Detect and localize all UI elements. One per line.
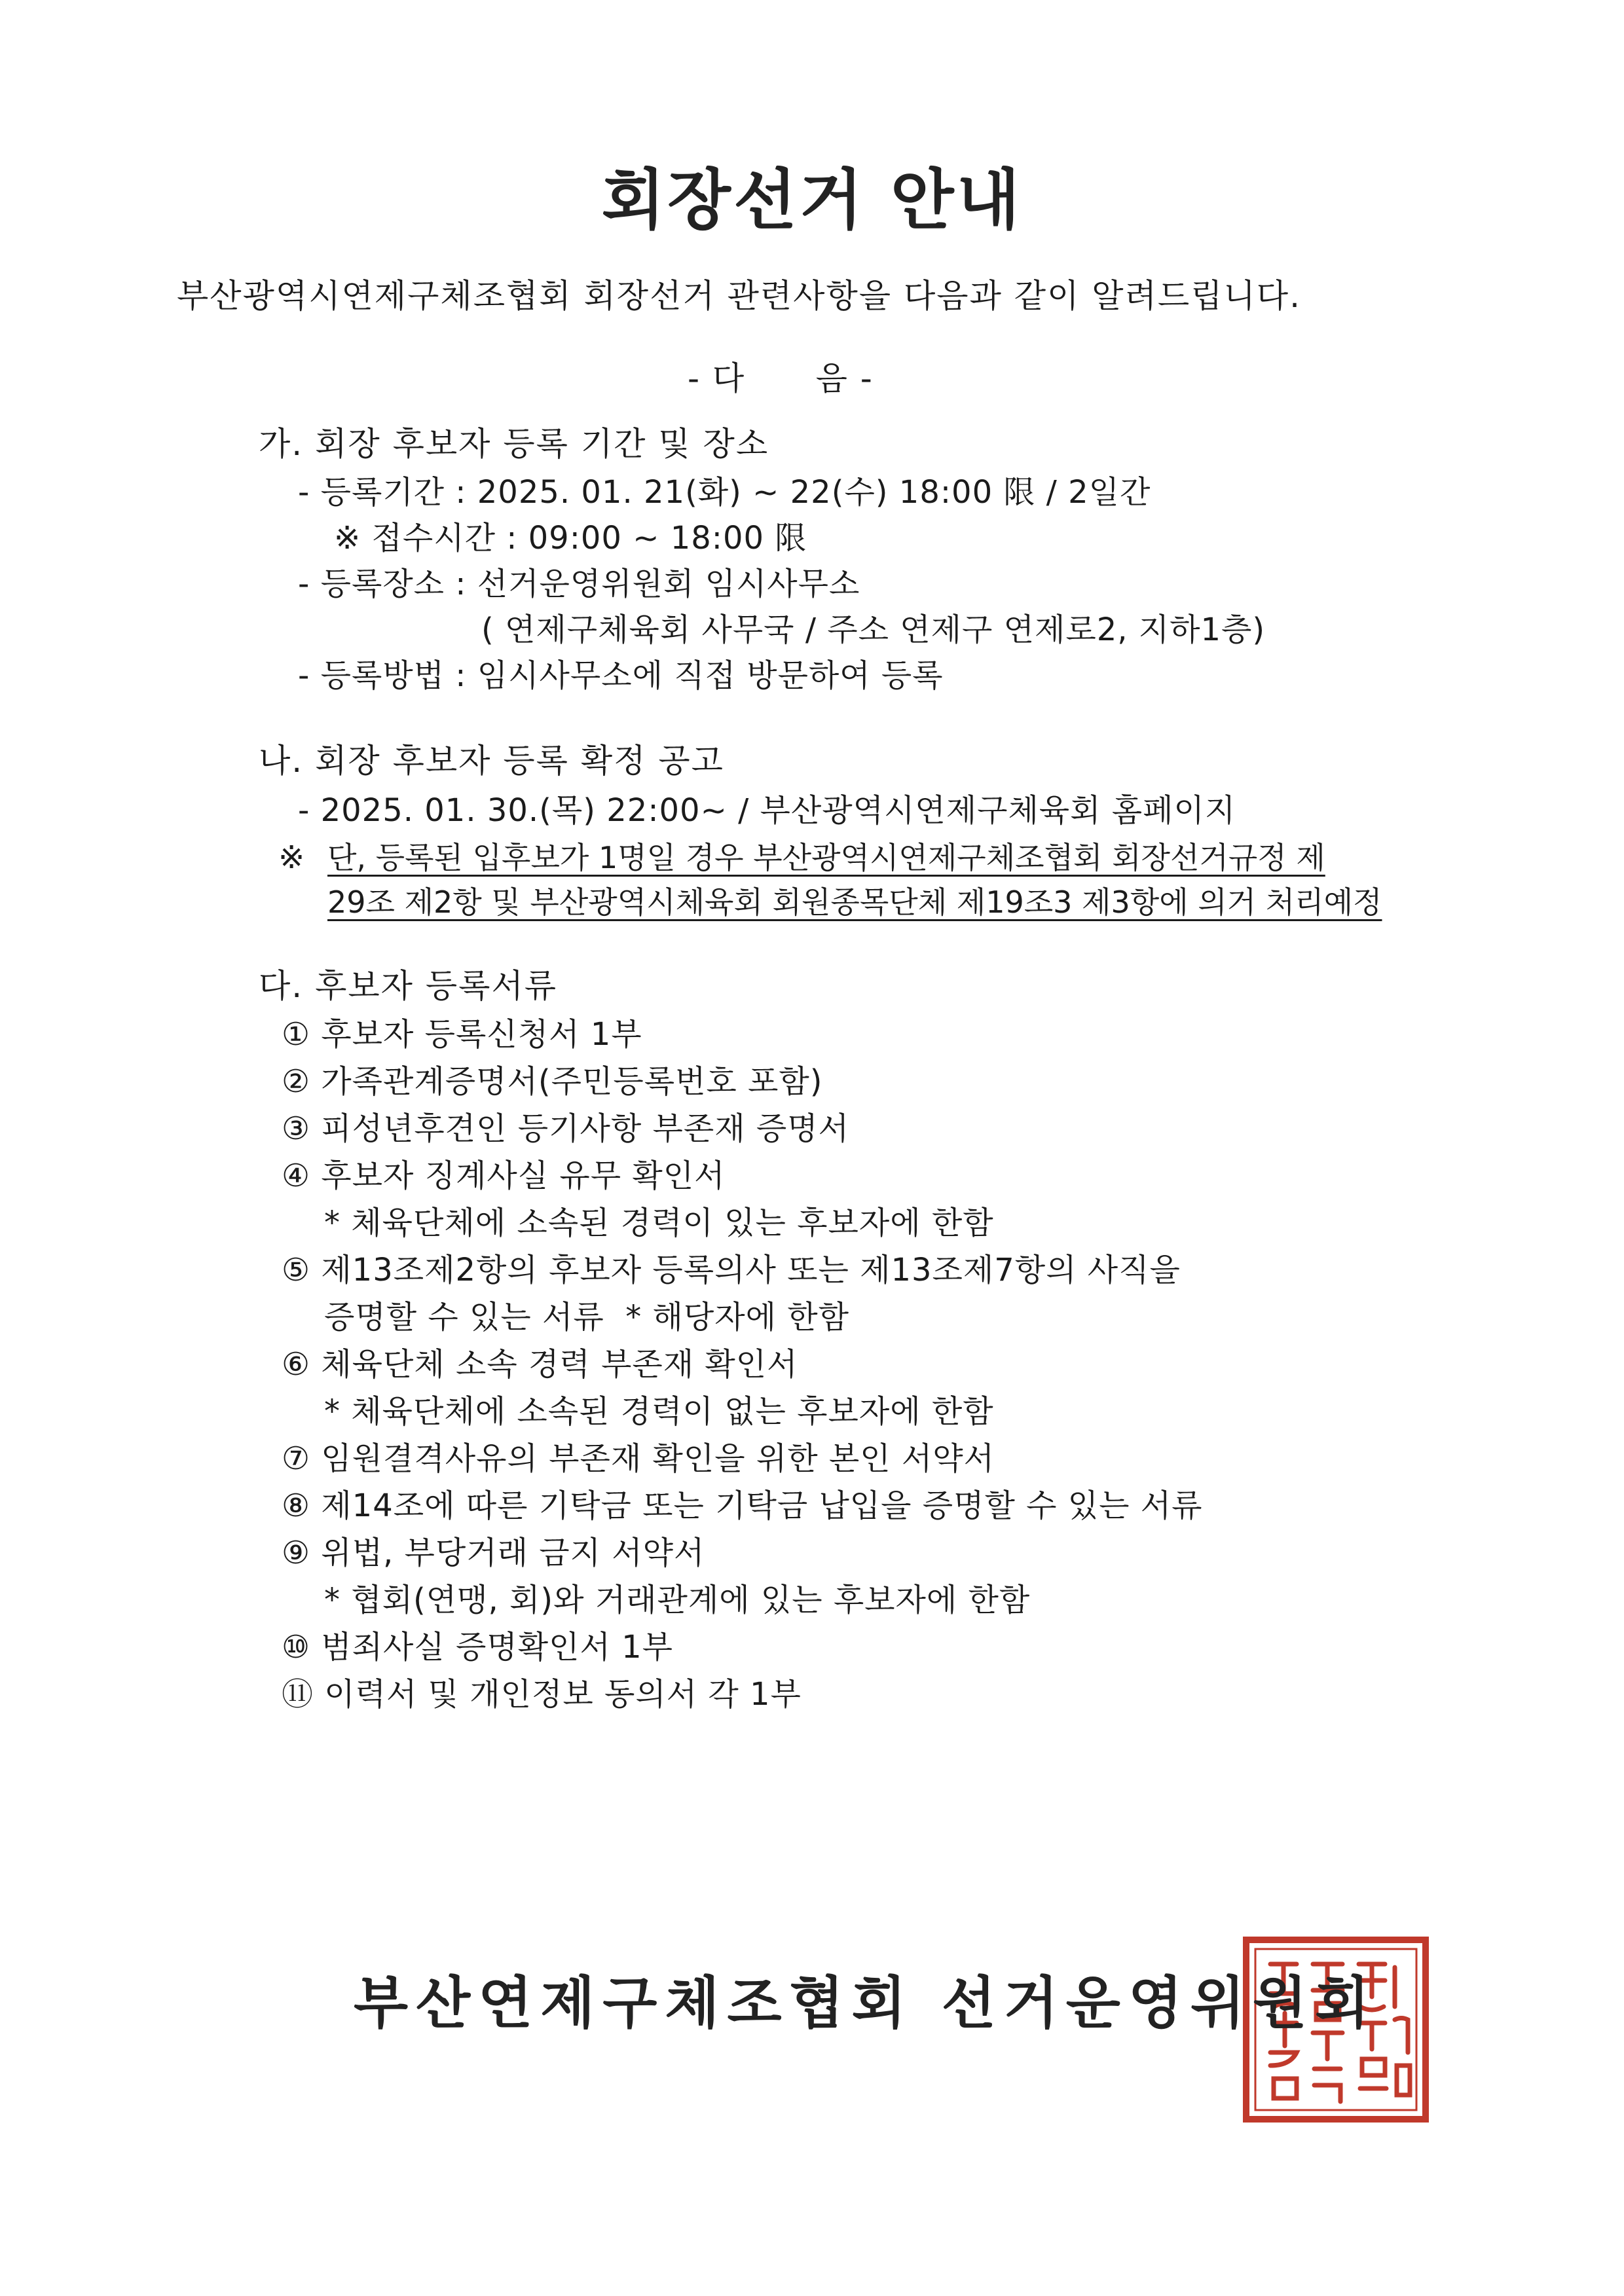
- issuer-signature: 부산연제구체조협회 선거운영위원회: [354, 1970, 1378, 2036]
- document-item: ⑤ 제13조제2항의 후보자 등록의사 또는 제13조제7항의 사직을: [282, 1252, 1181, 1288]
- note-line-1: 단, 등록된 입후보가 1명일 경우 부산광역시연제구체조협회 회장선거규정 제: [327, 840, 1325, 875]
- section-ga-heading: 가. 회장 후보자 등록 기간 및 장소: [259, 425, 769, 463]
- document-item: ⑨ 위법, 부당거래 금지 서약서: [282, 1535, 705, 1571]
- document-item: ⑩ 범죄사실 증명확인서 1부: [282, 1629, 674, 1666]
- announcement-date: - 2025. 01. 30.(목) 22:00~ / 부산광역시연제구체육회 홈페이지: [298, 792, 1236, 829]
- document-item: ④ 후보자 징계사실 유무 확인서: [282, 1157, 726, 1194]
- note-mark: ※: [278, 839, 306, 876]
- registration-period: - 등록기간 : 2025. 01. 21(화) ~ 22(수) 18:00 限 / 2일간: [298, 474, 1151, 511]
- registration-method: - 등록방법 : 임시사무소에 직접 방문하여 등록: [298, 657, 944, 694]
- document-item-note: * 체육단체에 소속된 경력이 있는 후보자에 한함: [282, 1205, 994, 1241]
- document-title: 회장선거 안내: [601, 162, 1023, 238]
- document-item: ② 가족관계증명서(주민등록번호 포함): [282, 1063, 823, 1100]
- intro-text: 부산광역시연제구체조협회 회장선거 관련사항을 다음과 같이 알려드립니다.: [177, 277, 1301, 315]
- registration-address: ( 연제구체육회 사무국 / 주소 연제구 연제로2, 지하1층): [481, 611, 1266, 648]
- document-item: ⑪ 이력서 및 개인정보 동의서 각 1부: [282, 1676, 802, 1713]
- registration-place: - 등록장소 : 선거운영위원회 임시사무소: [298, 566, 860, 602]
- notice-marker: - 다 음 -: [688, 359, 874, 397]
- document-item: ① 후보자 등록신청서 1부: [282, 1016, 642, 1053]
- reception-hours: ※ 접수시간 : 09:00 ~ 18:00 限: [334, 520, 807, 556]
- document-item-note: * 협회(연맹, 회)와 거래관계에 있는 후보자에 한함: [282, 1582, 1031, 1618]
- document-item: ⑥ 체육단체 소속 경력 부존재 확인서: [282, 1346, 798, 1383]
- document-item: ⑧ 제14조에 따른 기탁금 또는 기탁금 납입을 증명할 수 있는 서류: [282, 1487, 1203, 1524]
- document-item-note: 증명할 수 있는 서류 * 해당자에 한함: [282, 1299, 849, 1336]
- section-da-heading: 다. 후보자 등록서류: [259, 967, 558, 1005]
- document-item: ⑦ 임원결격사유의 부존재 확인을 위한 본인 서약서: [282, 1440, 995, 1477]
- section-na-heading: 나. 회장 후보자 등록 확정 공고: [259, 742, 724, 780]
- note-line-2: 29조 제2항 및 부산광역시체육회 회원종목단체 제19조3 제3항에 의거 처리예정: [327, 884, 1382, 920]
- document-item-note: * 체육단체에 소속된 경력이 없는 후보자에 한함: [282, 1393, 994, 1430]
- document-item: ③ 피성년후견인 등기사항 부존재 증명서: [282, 1110, 849, 1147]
